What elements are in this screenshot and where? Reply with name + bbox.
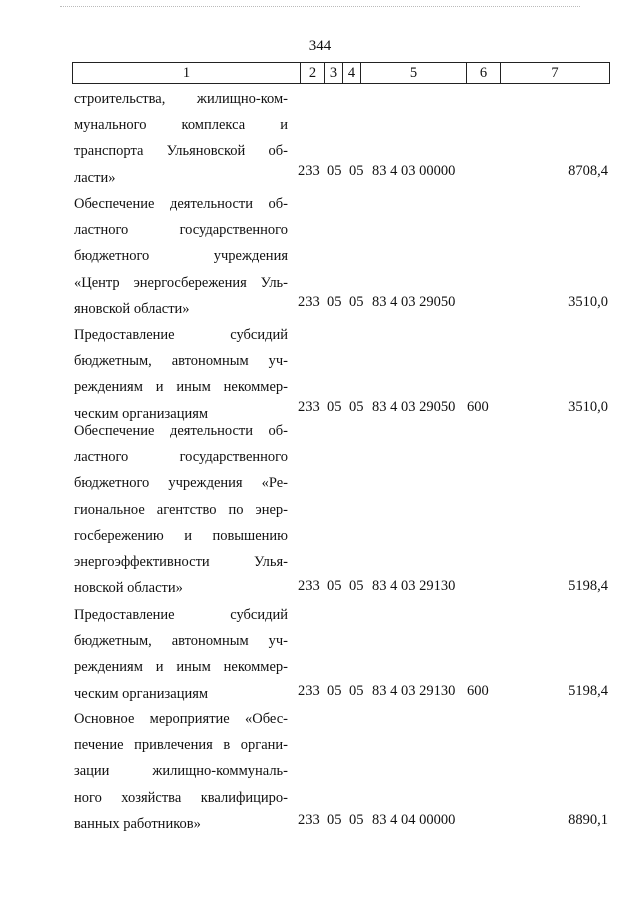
cell-col7: 8890,1: [568, 812, 608, 828]
desc-line: реждениям и иным некоммер-: [74, 379, 288, 396]
cell-col3: 05: [327, 399, 342, 415]
cell-col7: 5198,4: [568, 578, 608, 594]
cell-col6: 600: [467, 399, 489, 415]
table-row: [0, 161, 640, 181]
desc-line: Основное мероприятие «Обес-: [74, 711, 288, 727]
header-col-1: 1: [73, 63, 301, 83]
cell-col2: 233: [298, 812, 320, 828]
cell-col2: 233: [298, 294, 320, 310]
cell-col3: 05: [327, 294, 342, 310]
desc-line: Предоставление субсидий: [74, 607, 288, 623]
desc-line: бюджетным, автономным уч-: [74, 633, 288, 650]
desc-line: ческим организациям: [74, 685, 209, 702]
desc-line: Обеспечение деятельности об-: [74, 196, 288, 212]
header-col-7: 7: [551, 65, 559, 81]
header-col-2: 2: [301, 63, 325, 83]
cell-col2: 233: [298, 683, 320, 699]
cell-col3: 05: [327, 683, 342, 699]
cell-col2: 233: [298, 578, 320, 594]
desc-line: «Центр энергосбережения Уль-: [74, 274, 288, 291]
cell-col5: 83 4 03 29050: [372, 294, 456, 310]
table-row: [0, 810, 640, 830]
cell-col5: 83 4 03 00000: [372, 163, 456, 179]
table-row: [0, 292, 640, 312]
desc-line: строительства, жилищно-ком-: [74, 91, 288, 107]
table-row: [0, 681, 640, 701]
cell-col7: 3510,0: [568, 399, 608, 415]
desc-line: Предоставление субсидий: [74, 327, 288, 343]
desc-line: зации жилищно-коммуналь-: [74, 763, 288, 780]
desc-line: транспорта Ульяновской об-: [74, 143, 288, 160]
desc-line: ческим организациям: [74, 405, 209, 422]
desc-line: ванных работников»: [74, 815, 201, 832]
cell-col2: 233: [298, 163, 320, 179]
cell-col5: 83 4 04 00000: [372, 812, 456, 828]
cell-col3: 05: [327, 163, 342, 179]
desc-line: бюджетного учреждения «Ре-: [74, 475, 288, 492]
cell-col4: 05: [349, 683, 364, 699]
cell-col5: 83 4 03 29130: [372, 683, 456, 699]
desc-line: ласти»: [74, 169, 116, 186]
cell-col7: 5198,4: [568, 683, 608, 699]
desc-line: госбережению и повышению: [74, 527, 288, 544]
cell-col2: 233: [298, 399, 320, 415]
cell-col4: 05: [349, 294, 364, 310]
desc-line: новской области»: [74, 580, 183, 597]
cell-col5: 83 4 03 29050: [372, 399, 456, 415]
desc-line: реждениям и иным некоммер-: [74, 659, 288, 676]
cell-col7: 8708,4: [568, 163, 608, 179]
cell-col3: 05: [327, 812, 342, 828]
cell-col4: 05: [349, 399, 364, 415]
desc-line: ластного государственного: [74, 222, 288, 239]
table-header: [72, 62, 610, 84]
header-col-3: 3: [325, 63, 343, 83]
desc-line: бюджетного учреждения: [74, 248, 288, 265]
table-row-description: [74, 418, 288, 601]
desc-line: печение привлечения в органи-: [74, 737, 288, 754]
cell-col4: 05: [349, 163, 364, 179]
header-col-4: 4: [343, 63, 361, 83]
desc-line: энергоэффективности Улья-: [74, 554, 288, 571]
cell-col5: 83 4 03 29130: [372, 578, 456, 594]
page-number: 344: [308, 38, 332, 54]
desc-line: Обеспечение деятельности об-: [74, 423, 288, 439]
cell-col4: 05: [349, 812, 364, 828]
header-col-5: 5: [361, 63, 467, 83]
desc-line: ластного государственного: [74, 449, 288, 466]
cell-col7: 3510,0: [568, 294, 608, 310]
header-col-6: 6: [467, 63, 501, 83]
desc-line: яновской области»: [74, 300, 190, 317]
desc-line: мунального комплекса и: [74, 117, 288, 134]
cell-col6: 600: [467, 683, 489, 699]
desc-line: ного хозяйства квалифициро-: [74, 789, 288, 806]
table-row: [0, 576, 640, 596]
table-row: [0, 397, 640, 417]
cell-col4: 05: [349, 578, 364, 594]
cell-col3: 05: [327, 578, 342, 594]
desc-line: гиональное агентство по энер-: [74, 501, 288, 518]
desc-line: бюджетным, автономным уч-: [74, 353, 288, 370]
scan-artifact: [60, 6, 580, 13]
